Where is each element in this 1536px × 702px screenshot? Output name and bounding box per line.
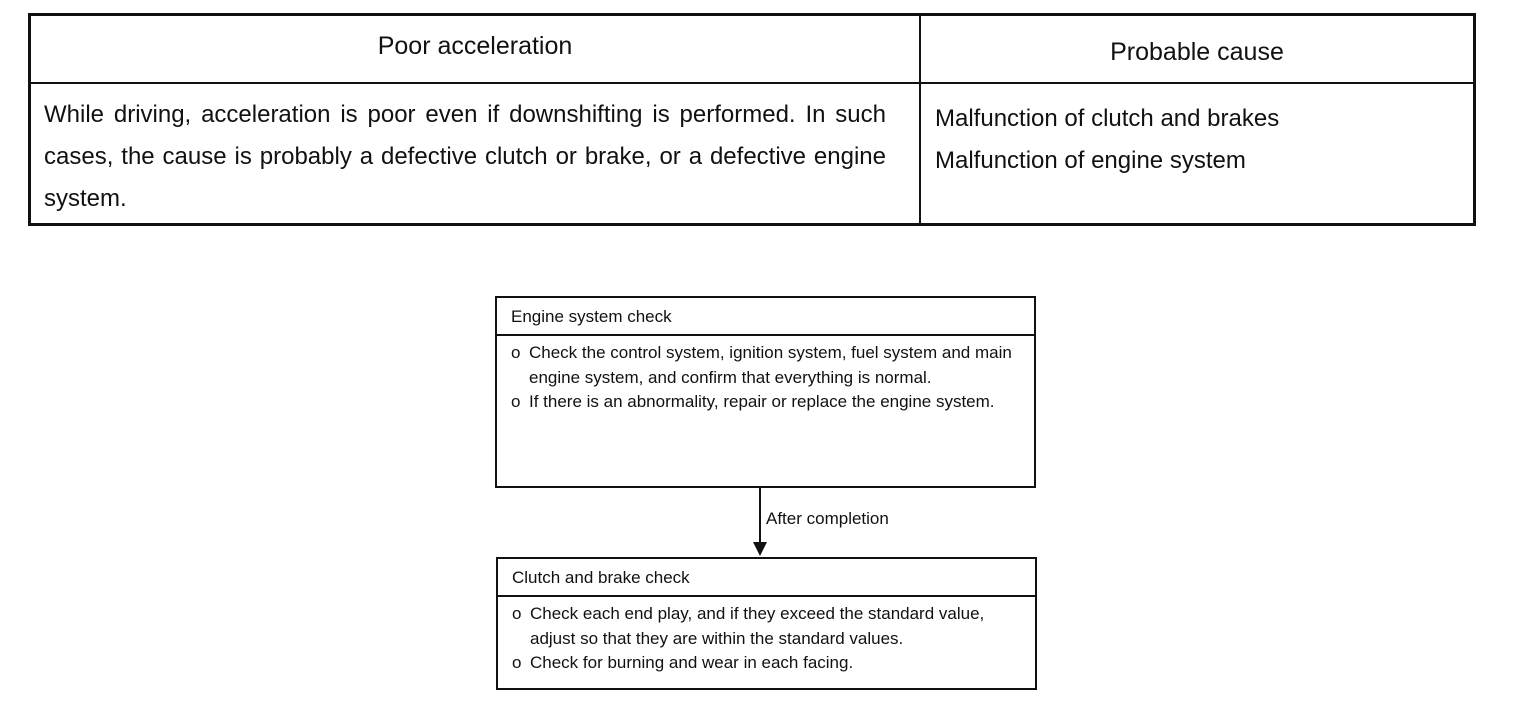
bullet: o — [512, 653, 522, 672]
list-item-text: If there is an abnormality, repair or replace the engine system. — [529, 392, 995, 411]
engine-system-check-box — [495, 296, 1036, 488]
engine-system-check-title: Engine system check — [497, 298, 1034, 336]
list-item-text: Check the control system, ignition system, fuel system and main engine system, and confirm that everything is normal. — [529, 343, 1012, 387]
symptom-table — [28, 13, 1476, 226]
probable-cause-item: Malfunction of engine system — [935, 147, 1246, 174]
symptom-header: Poor acceleration — [377, 31, 573, 60]
bullet: o — [511, 392, 521, 411]
bullet: o — [511, 343, 521, 362]
flow-arrow-head — [753, 542, 767, 556]
symptom-description: While driving, acceleration is poor even if downshifting is performed. In such cases, the cause is probably a defective clutch or brake, or a defective engine system. — [44, 101, 886, 212]
list-item-text: Check for burning and wear in each facing. — [530, 653, 854, 672]
engine-system-check-body — [497, 336, 1034, 415]
clutch-brake-check-box — [496, 557, 1037, 690]
list-item — [511, 390, 1024, 415]
list-item — [511, 341, 1024, 390]
bullet: o — [512, 604, 522, 623]
list-item — [512, 602, 1025, 651]
probable-cause-header: Probable cause — [1110, 37, 1284, 66]
probable-cause-item: Malfunction of clutch and brakes — [935, 105, 1280, 132]
flow-arrow-label: After completion — [766, 509, 889, 528]
clutch-brake-check-body — [498, 597, 1035, 676]
list-item-text: Check each end play, and if they exceed the standard value, adjust so that they are within the standard values. — [530, 604, 985, 648]
flow-arrow-line — [759, 488, 761, 544]
header-divider — [31, 82, 1473, 84]
probable-cause-list — [935, 98, 1279, 182]
list-item — [512, 651, 1025, 676]
clutch-brake-check-title: Clutch and brake check — [498, 559, 1035, 597]
